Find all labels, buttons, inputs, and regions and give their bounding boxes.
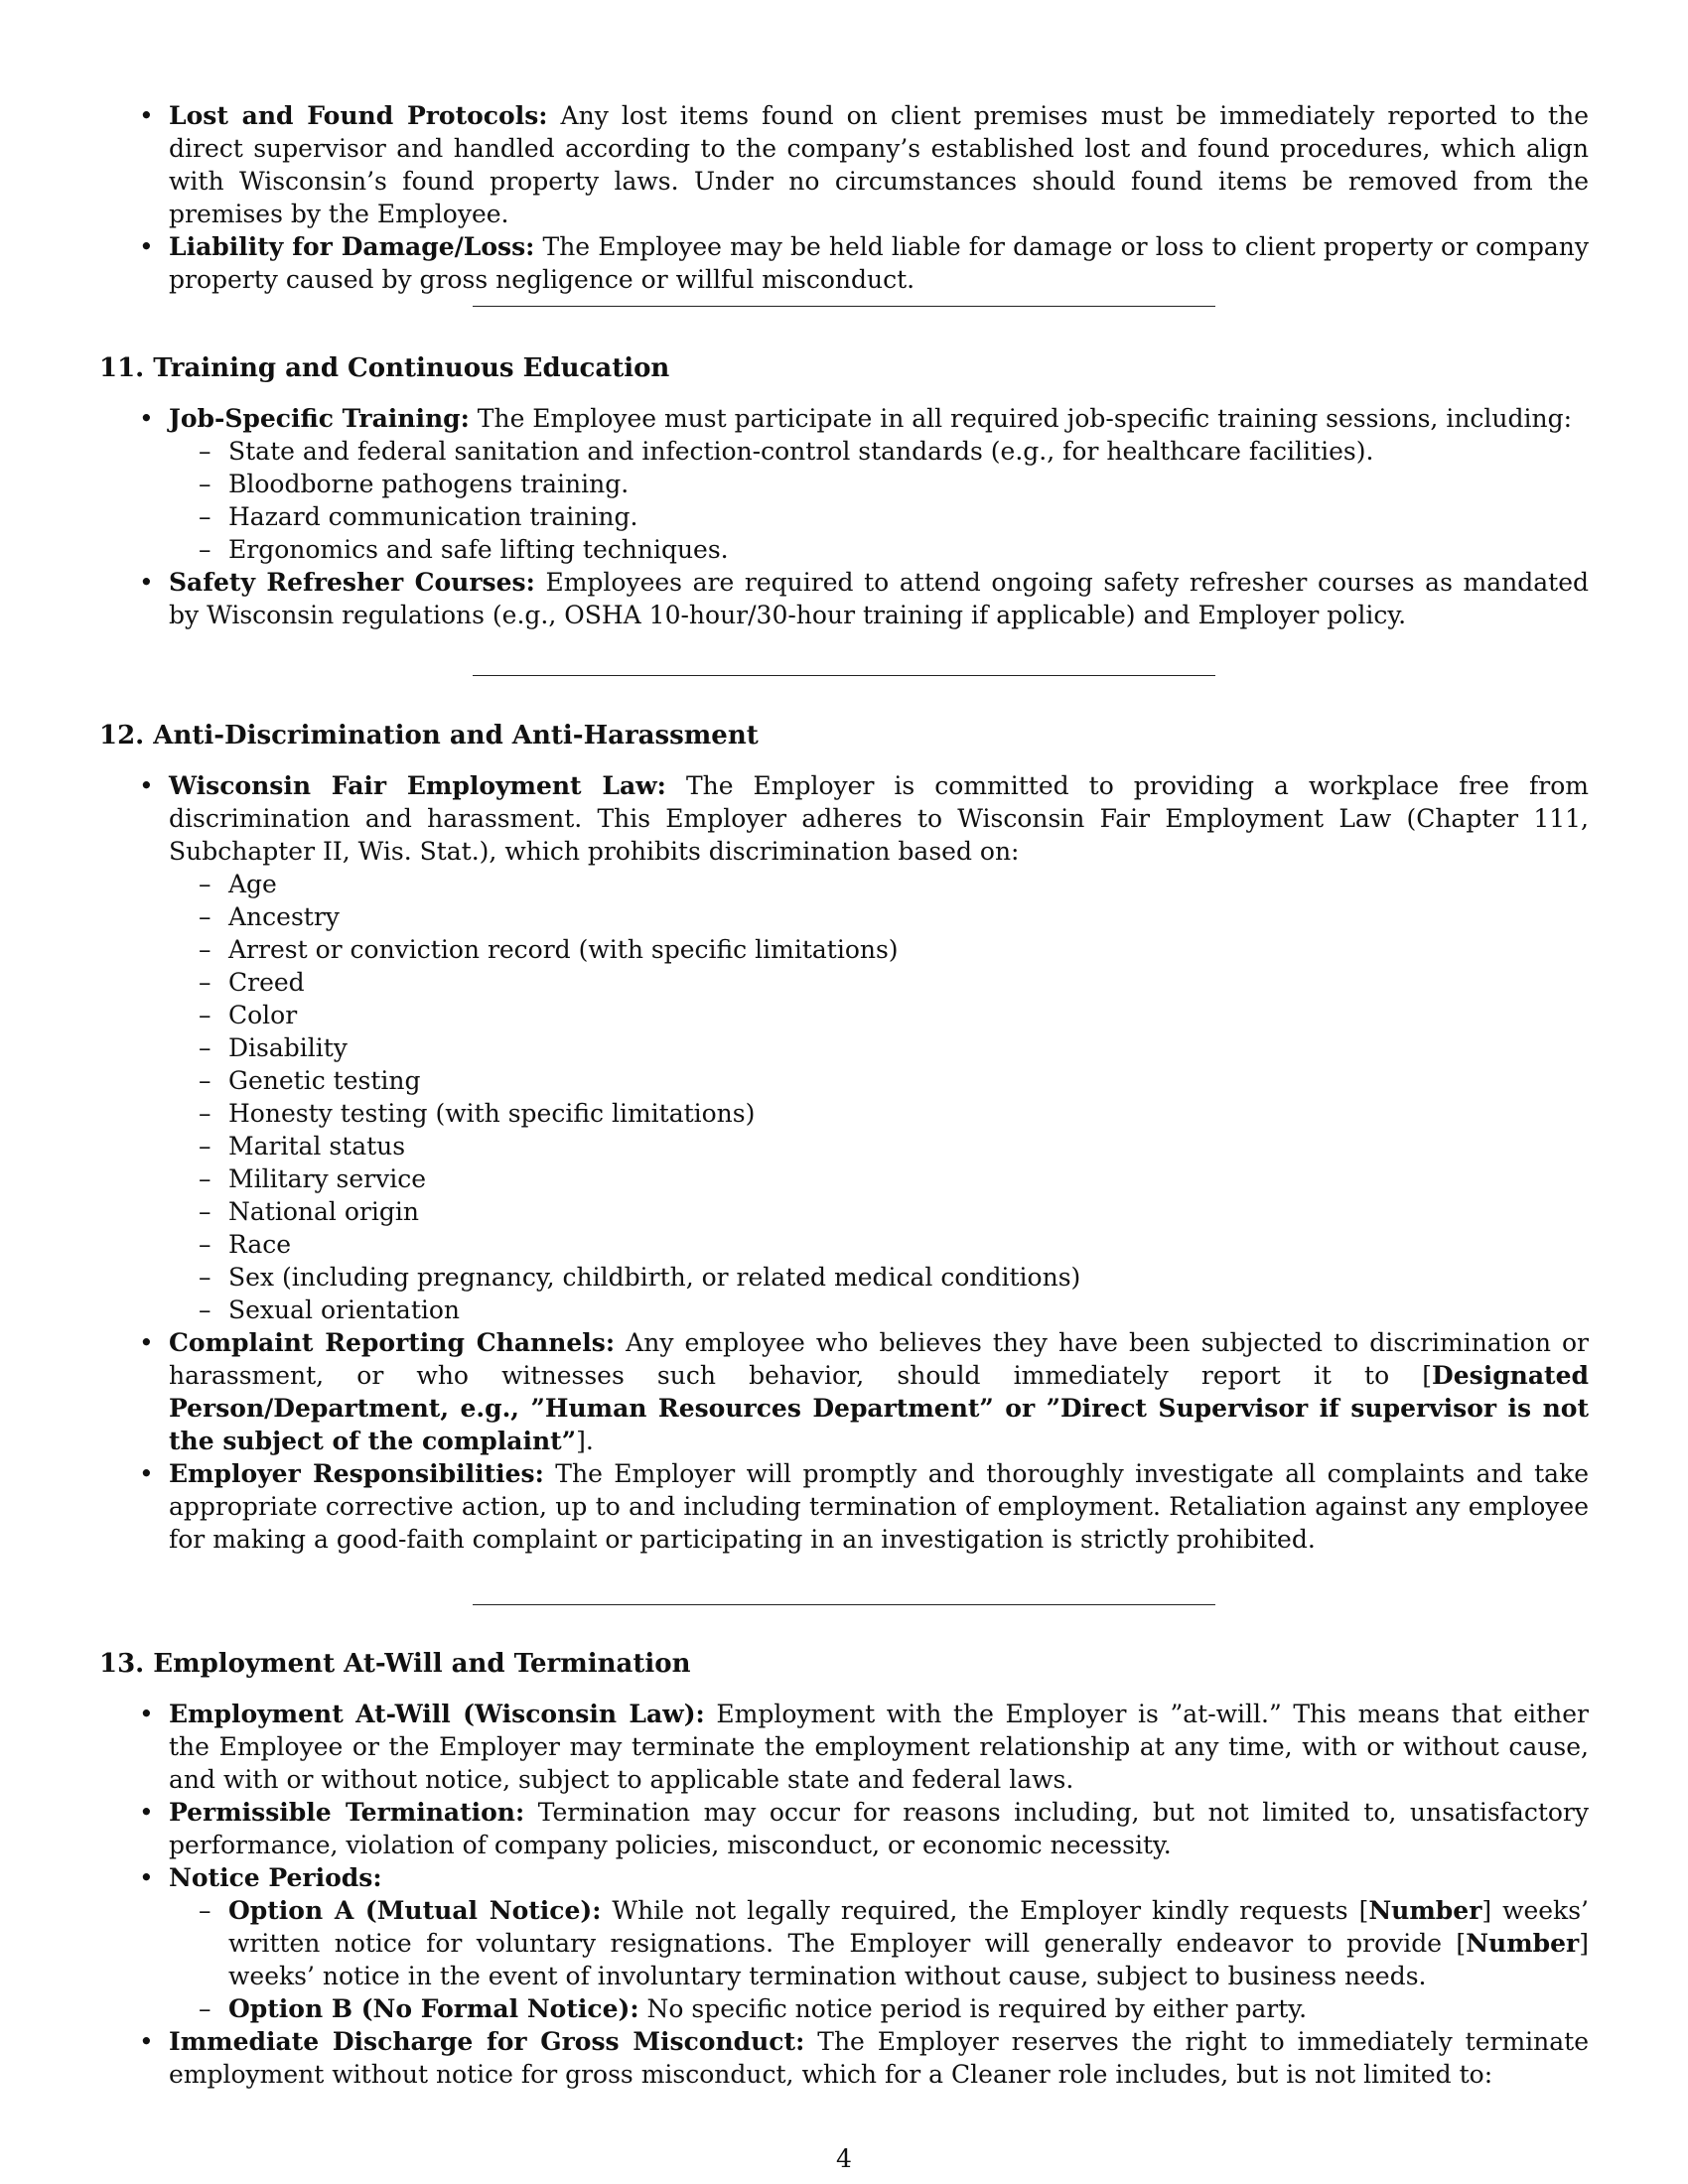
- list-item: [99, 769, 1589, 1326]
- item-text: Any lost items found on client premises must be immediately reported to the direct supervisor and handled according to the company’s established lost and found procedures, which align with Wisconsin’s found property laws. Under no circumstances should found items be removed from the premises by the Employee.: [169, 101, 1589, 228]
- sub-item: – Sexual orientation: [169, 1294, 1589, 1326]
- item-text: No specific notice period is required by either party.: [638, 1994, 1308, 2023]
- sub-item: – Ergonomics and safe lifting techniques.: [169, 533, 1589, 566]
- item-label: Lost and Found Protocols:: [169, 101, 548, 130]
- list-item: [99, 230, 1589, 296]
- protected-bases-list: [169, 868, 1589, 1326]
- sub-item: – Age: [169, 868, 1589, 900]
- section-13-list: [99, 1698, 1589, 2091]
- list-item: [99, 566, 1589, 631]
- section-12-heading: 12. Anti-Discrimination and Anti-Harassment: [99, 721, 759, 751]
- item-text: The Employer is committed to providing a workplace free from discrimination and harassment. This Employer adheres to Wisconsin Fair Employment Law (Chapter 111, Subchapter II, Wis. Stat.), which prohibits discrimination based on:: [169, 771, 1590, 866]
- placeholder-number: Number: [1368, 1896, 1482, 1925]
- section-divider: [473, 1604, 1215, 1605]
- sub-item: – Race: [169, 1228, 1589, 1261]
- sub-item: – Military service: [169, 1162, 1589, 1195]
- item-label: Immediate Discharge for Gross Misconduct:: [169, 2027, 805, 2056]
- page-number: 4: [836, 2144, 852, 2173]
- item-text: While not legally required, the Employer kindly requests [: [601, 1896, 1369, 1925]
- sub-item: – Creed: [169, 966, 1589, 999]
- item-label: Complaint Reporting Channels:: [169, 1328, 616, 1357]
- item-text: Termination may occur for reasons including, but not limited to, unsatisfactory performance, violation of company policies, misconduct, or economic necessity.: [169, 1798, 1590, 1859]
- sub-item: – Disability: [169, 1031, 1589, 1064]
- section-12-list: [99, 769, 1589, 1556]
- item-text: ] weeks’ written notice for voluntary resignations. The Employer will generally endeavor to provide [: [228, 1896, 1589, 1958]
- item-text: The Employee may be held liable for damage or loss to client property or company property caused by gross negligence or willful misconduct.: [169, 232, 1589, 294]
- list-item: [99, 1326, 1589, 1457]
- list-item: [99, 1861, 1589, 2025]
- sub-item: – Marital status: [169, 1130, 1589, 1162]
- sub-item: [169, 1894, 1589, 1992]
- item-label: Liability for Damage/Loss:: [169, 232, 535, 261]
- section-13-heading: 13. Employment At-Will and Termination: [99, 1649, 691, 1679]
- sub-item: – Sex (including pregnancy, childbirth, or related medical conditions): [169, 1261, 1589, 1294]
- item-text: Employment with the Employer is ”at-will.” This means that either the Employee or the Employer may terminate the employment relationship at any time, with or without cause, and with or without notice, subject to applicable state and federal laws.: [169, 1700, 1589, 1794]
- item-label: Wisconsin Fair Employment Law:: [169, 771, 666, 800]
- option-a-label: Option A (Mutual Notice):: [228, 1896, 602, 1925]
- placeholder-number: Number: [1466, 1929, 1580, 1958]
- training-sublist: [169, 435, 1589, 566]
- section-11-heading: 11. Training and Continuous Education: [99, 353, 670, 383]
- list-item: [99, 402, 1589, 566]
- item-text: Any employee who believes they have been subjected to discrimination or harassment, or who witnesses such behavior, should immediately report it to [: [169, 1328, 1589, 1390]
- sub-item: – Ancestry: [169, 900, 1589, 933]
- sub-item: – Honesty testing (with specific limitations): [169, 1097, 1589, 1130]
- item-text: The Employee must participate in all required job-specific training sessions, including:: [469, 404, 1573, 433]
- section-11-list: [99, 402, 1589, 631]
- list-item: [99, 99, 1589, 230]
- item-text: The Employer will promptly and thoroughly investigate all complaints and take appropriate corrective action, up to and including termination of employment. Retaliation against any employee for making a good-faith complaint or participating in an investigation is strictly prohibited.: [169, 1459, 1590, 1554]
- placeholder-designated-person: Designated Person/Department, e.g., ”Human Resources Department” or ”Direct Supervisor if supervisor is not the subject of the complaint”: [169, 1361, 1589, 1455]
- sub-item: – Genetic testing: [169, 1064, 1589, 1097]
- item-text: ] weeks’ notice in the event of involuntary termination without cause, subject to business needs.: [228, 1929, 1589, 1990]
- item-label: Safety Refresher Courses:: [169, 568, 535, 597]
- section-divider: [473, 675, 1215, 676]
- sub-item: – Hazard communication training.: [169, 500, 1589, 533]
- list-item: [99, 1457, 1589, 1556]
- list-item: [99, 1796, 1589, 1861]
- list-item: [99, 1698, 1589, 1796]
- intro-list: [99, 99, 1589, 296]
- section-divider: [473, 306, 1215, 307]
- item-label: Job-Specific Training:: [169, 404, 470, 433]
- item-label: Permissible Termination:: [169, 1798, 525, 1827]
- item-label: Employment At-Will (Wisconsin Law):: [169, 1700, 705, 1728]
- notice-options-list: [169, 1894, 1589, 2025]
- item-label: Notice Periods:: [169, 1863, 382, 1892]
- sub-item: – Arrest or conviction record (with specific limitations): [169, 933, 1589, 966]
- item-text: The Employer reserves the right to immediately terminate employment without notice for gross misconduct, which for a Cleaner role includes, but is not limited to:: [169, 2027, 1589, 2089]
- list-item: [99, 2025, 1589, 2091]
- item-label: Employer Responsibilities:: [169, 1459, 544, 1488]
- sub-item: [169, 1992, 1589, 2025]
- item-text: Employees are required to attend ongoing safety refresher courses as mandated by Wisconsin regulations (e.g., OSHA 10-hour/30-hour training if applicable) and Employer policy.: [169, 568, 1589, 629]
- sub-item: – Bloodborne pathogens training.: [169, 468, 1589, 500]
- option-b-label: Option B (No Formal Notice):: [228, 1994, 639, 2023]
- sub-item: – National origin: [169, 1195, 1589, 1228]
- item-text: ].: [576, 1427, 594, 1455]
- sub-item: – Color: [169, 999, 1589, 1031]
- sub-item: – State and federal sanitation and infection-control standards (e.g., for healthcare facilities).: [169, 435, 1589, 468]
